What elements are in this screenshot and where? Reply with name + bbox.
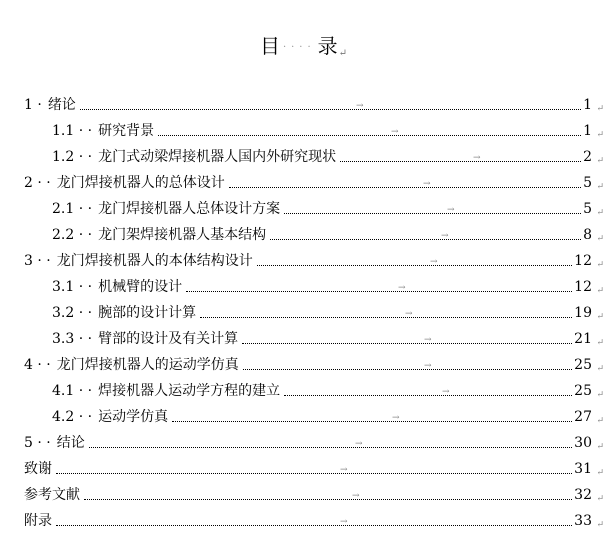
tab-mark-icon: → [352,491,360,501]
toc-entry[interactable] [0,274,608,300]
tab-mark-icon: → [356,101,364,111]
tab-mark-icon: → [423,179,431,189]
toc-entry[interactable] [0,300,608,326]
toc-entry-page: 30 [574,435,592,451]
toc-entry-text: 机械臂的设计 [98,279,183,295]
paragraph-mark-icon: ↵ [596,520,604,530]
tab-mark-icon: → [430,257,438,267]
toc-dot-leader [229,187,581,188]
toc-dot-leader [172,421,572,422]
toc-entry-number: 3.1 · · [52,279,93,295]
toc-dot-leader [340,161,581,162]
toc-dot-leader [270,239,581,240]
toc-entry[interactable] [0,482,608,508]
paragraph-mark-icon: ↵ [596,182,604,192]
toc-dot-leader [243,369,572,370]
toc-entry[interactable] [0,352,608,378]
toc-entry-number: 3.2 · · [52,305,93,321]
toc-entry-number: 2.1 · · [52,201,93,217]
toc-entry[interactable] [0,430,608,456]
toc-entry-page: 21 [574,331,592,347]
toc-entry[interactable] [0,92,608,118]
paragraph-mark-icon: ↵ [596,156,604,166]
paragraph-mark-icon: ↵ [596,442,604,452]
toc-title-left: 目 [259,34,281,58]
tab-mark-icon: → [340,517,348,527]
paragraph-mark-icon: ↵ [596,312,604,322]
toc-entry[interactable] [0,326,608,352]
toc-entry[interactable] [0,196,608,222]
toc-dot-leader [56,473,572,474]
paragraph-mark-icon: ↵ [596,130,604,140]
toc-entry-text: 运动学仿真 [98,409,169,425]
toc-entry-number: 2 · · [24,175,51,191]
toc-entry-text: 研究背景 [98,123,155,139]
paragraph-mark-icon: ↵ [596,390,604,400]
toc-entry-label [52,144,338,170]
toc-entry-label [52,404,170,430]
paragraph-mark-icon: ↵ [596,364,604,374]
toc-entry-page: 1 [583,97,592,113]
toc-entry-label [24,170,227,196]
toc-dot-leader [284,213,581,214]
toc-entry[interactable] [0,118,608,144]
toc-entry-text: 绪论 [47,97,76,113]
toc-entry[interactable] [0,222,608,248]
toc-entry-number: 5 · · [24,435,51,451]
toc-entry-page: 2 [583,149,592,165]
toc-entry-label [24,92,78,118]
toc-entry-number: 3.3 · · [52,331,93,347]
paragraph-mark-icon: ↵ [596,234,604,244]
paragraph-mark-icon: ↵ [596,104,604,114]
toc-entry-number: 1 · [24,97,42,113]
toc-entry-label [52,378,282,404]
toc-entry-text: 腕部的设计计算 [98,305,197,321]
toc-entry-text: 结论 [56,435,85,451]
paragraph-mark-icon: ↵ [596,286,604,296]
toc-entry[interactable] [0,248,608,274]
toc-entry-page: 25 [574,357,592,373]
toc-entry-page: 31 [574,461,592,477]
toc-dot-leader [80,109,581,110]
toc-entry-text: 附录 [24,513,52,529]
toc-title-dots: ···· [282,42,316,53]
toc-entry-number: 1.2 · · [52,149,93,165]
toc-entry-text: 参考文献 [24,487,80,503]
tab-mark-icon: → [392,413,400,423]
toc-dot-leader [242,343,572,344]
tab-mark-icon: → [442,387,450,397]
toc-entry-text: 龙门焊接机器人总体设计方案 [98,201,281,217]
toc-entry[interactable] [0,456,608,482]
toc-entry[interactable] [0,404,608,430]
toc-entry-label [24,456,54,482]
toc-entry-page: 5 [583,201,592,217]
tab-mark-icon: → [424,361,432,371]
toc-entry-label [52,196,282,222]
toc-entry-text: 龙门焊接机器人的总体设计 [56,175,225,191]
toc-entry-page: 12 [574,253,592,269]
tab-mark-icon: → [391,127,399,137]
paragraph-mark-icon: ↵ [596,338,604,348]
toc-dot-leader [284,395,572,396]
toc-dot-leader [89,447,572,448]
toc-entry-page: 19 [574,305,592,321]
tab-mark-icon: → [398,283,406,293]
toc-entry-text: 龙门式动梁焊接机器人国内外研究现状 [98,149,337,165]
tab-mark-icon: → [340,465,348,475]
toc-entry-page: 25 [574,383,592,399]
toc-entry-label [52,300,198,326]
toc-entry[interactable] [0,508,608,534]
toc-entry-label [52,118,156,144]
tab-mark-icon: → [441,231,449,241]
tab-mark-icon: → [473,153,481,163]
toc-entry-number: 4 · · [24,357,51,373]
paragraph-mark-icon: ↵ [596,494,604,504]
tab-mark-icon: → [355,439,363,449]
paragraph-mark-icon: ↵ [596,416,604,426]
toc-entry[interactable] [0,144,608,170]
toc-title-right: 录 [317,34,339,58]
toc-entry[interactable] [0,378,608,404]
toc-entry-page: 5 [583,175,592,191]
toc-entry[interactable] [0,170,608,196]
tab-mark-icon: → [447,205,455,215]
paragraph-mark-icon: ↵ [596,208,604,218]
toc-entry-text: 致谢 [24,461,52,477]
toc-dot-leader [158,135,581,136]
toc-entry-text: 臂部的设计及有关计算 [98,331,239,347]
toc-title [0,30,608,59]
toc-entry-text: 焊接机器人运动学方程的建立 [98,383,281,399]
toc-entry-number: 4.2 · · [52,409,93,425]
toc-entry-label [52,326,240,352]
toc-entry-page: 1 [583,123,592,139]
toc-entry-label [24,482,82,508]
toc-entry-number: 2.2 · · [52,227,93,243]
toc-entry-number: 4.1 · · [52,383,93,399]
toc-entry-number: 3 · · [24,253,51,269]
toc-dot-leader [200,317,572,318]
toc-entry-page: 33 [574,513,592,529]
toc-dot-leader [186,291,572,292]
paragraph-mark-icon: ↵ [338,48,349,59]
toc-entry-page: 12 [574,279,592,295]
toc-entry-text: 龙门架焊接机器人基本结构 [98,227,267,243]
toc-entry-page: 32 [574,487,592,503]
toc-dot-leader [257,265,572,266]
paragraph-mark-icon: ↵ [596,260,604,270]
toc-entry-page: 27 [574,409,592,425]
toc-dot-leader [56,525,572,526]
tab-mark-icon: → [405,309,413,319]
toc-entry-label [24,508,54,534]
toc-entry-label [52,274,184,300]
paragraph-mark-icon: ↵ [596,468,604,478]
toc-entry-label [24,248,255,274]
toc-entry-label [52,222,268,248]
toc-entry-text: 龙门焊接机器人的本体结构设计 [56,253,253,269]
toc-entry-label [24,430,87,456]
toc-dot-leader [84,499,572,500]
toc-entry-number: 1.1 · · [52,123,93,139]
toc-entry-text: 龙门焊接机器人的运动学仿真 [56,357,239,373]
tab-mark-icon: → [424,335,432,345]
toc-entry-label [24,352,241,378]
toc-entry-page: 8 [583,227,592,243]
